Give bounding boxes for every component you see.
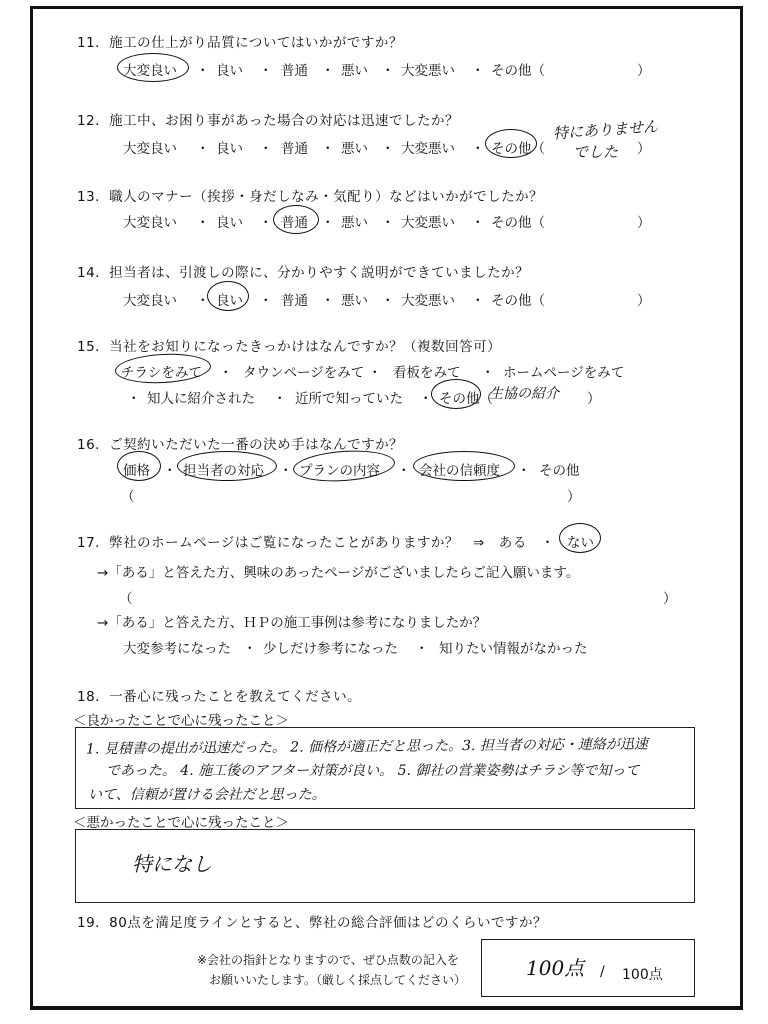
option-neighborhood[interactable]: 近所で知っていた	[295, 391, 403, 407]
option-good[interactable]: 良い	[216, 293, 243, 309]
paren-close: ）	[637, 215, 651, 231]
paren-open: （	[121, 489, 135, 505]
option-company-trust[interactable]: 会社の信頼度	[419, 463, 500, 479]
option-bad[interactable]: 悪い	[341, 141, 368, 157]
option-normal[interactable]: 普通	[281, 215, 308, 231]
option-other[interactable]: その他（	[491, 141, 545, 157]
question-15: 15．当社をお知りになったきっかけはなんですか？（複数回答可）	[77, 339, 502, 355]
separator: ・	[381, 293, 395, 309]
option-other[interactable]: その他	[539, 463, 580, 479]
option-normal[interactable]: 普通	[281, 293, 308, 309]
option-good[interactable]: 良い	[216, 141, 243, 157]
selection-circle	[207, 281, 249, 311]
handwritten-note-line1: 特にありません	[552, 117, 659, 143]
option-price[interactable]: 価格	[123, 463, 150, 479]
option-other[interactable]: その他（	[491, 215, 545, 231]
q17-sub-question-1: →「ある」と答えた方、興味のあったページがございましたらご記入願います。	[97, 565, 580, 581]
handwritten-line-1: 1. 見積書の提出が迅速だった。 2. 価格が適正だと思った。3. 担当者の対応・連絡が迅速	[85, 736, 648, 758]
selection-circle	[177, 451, 277, 481]
separator: ・	[273, 391, 287, 407]
good-points-box[interactable]	[75, 727, 695, 809]
option-other[interactable]: その他（	[491, 63, 545, 79]
question-16: 16．ご契約いただいた一番の決め手はなんですか？	[77, 437, 404, 453]
separator: ・	[279, 463, 293, 479]
paren-close: ）	[567, 489, 581, 505]
separator: ・	[381, 215, 395, 231]
score-note-line2: お願いいたします。（厳しく採点してください）	[209, 973, 467, 987]
paren-close: ）	[637, 141, 651, 157]
selection-circle	[292, 447, 396, 484]
separator: ・	[381, 141, 395, 157]
good-points-label: ＜良かったことで心に残ったこと＞	[73, 713, 289, 729]
answer-no[interactable]: ない	[567, 535, 594, 551]
separator: ・	[259, 63, 273, 79]
handwritten-note-line2: でした	[573, 143, 619, 161]
separator: ・	[321, 63, 335, 79]
question-11: 11．施工の仕上がり品質についてはいかがですか？	[77, 35, 403, 51]
selection-circle	[431, 379, 481, 409]
option-town-page[interactable]: タウンページをみて	[243, 365, 365, 381]
question-13: 13．職人のマナー（挨拶・身だしなみ・気配り）などはいかがでしたか？	[77, 189, 544, 205]
question-18: 18．一番心に残ったことを教えてください。	[77, 689, 362, 705]
survey-sheet	[30, 6, 743, 1010]
separator: ・	[163, 463, 177, 479]
option-staff-response[interactable]: 担当者の対応	[183, 463, 264, 479]
selection-circle	[273, 205, 319, 234]
option-no-info[interactable]: 知りたい情報がなかった	[439, 641, 588, 657]
option-very-good[interactable]: 大変良い	[123, 215, 177, 231]
option-very-good[interactable]: 大変良い	[123, 293, 177, 309]
option-homepage[interactable]: ホームページをみて	[503, 365, 625, 381]
handwritten-score: 100点	[526, 956, 585, 980]
option-bad[interactable]: 悪い	[341, 215, 368, 231]
selection-circle	[117, 451, 161, 481]
separator: ・	[481, 365, 495, 381]
separator: ・	[321, 215, 335, 231]
separator: ・	[243, 641, 257, 657]
paren-close: ）	[637, 293, 651, 309]
option-very-bad[interactable]: 大変悪い	[401, 215, 455, 231]
separator: ・	[517, 463, 531, 479]
selection-circle	[117, 53, 189, 82]
option-other[interactable]: その他（	[491, 293, 545, 309]
selection-circle	[485, 129, 537, 158]
q17-sub-question-2: →「ある」と答えた方、ＨＰの施工事例は参考になりましたか？	[97, 615, 487, 631]
option-signboard[interactable]: 看板をみて	[393, 365, 461, 381]
option-bad[interactable]: 悪い	[341, 63, 368, 79]
option-normal[interactable]: 普通	[281, 63, 308, 79]
selection-circle	[413, 451, 515, 481]
score-slash: /	[600, 964, 605, 980]
separator: ・	[259, 141, 273, 157]
option-good[interactable]: 良い	[216, 215, 243, 231]
separator: ・	[196, 63, 210, 79]
bad-points-box[interactable]	[75, 829, 695, 903]
option-other[interactable]: その他（	[439, 391, 493, 407]
selection-circle	[559, 523, 601, 553]
option-normal[interactable]: 普通	[281, 141, 308, 157]
option-very-bad[interactable]: 大変悪い	[401, 63, 455, 79]
separator: ・	[321, 293, 335, 309]
option-very-bad[interactable]: 大変悪い	[401, 141, 455, 157]
separator: ・	[397, 463, 411, 479]
option-very-helpful[interactable]: 大変参考になった	[123, 641, 231, 657]
paren-close: ）	[587, 391, 601, 407]
separator: ・	[471, 215, 485, 231]
separator: ・	[196, 141, 210, 157]
option-slightly-helpful[interactable]: 少しだけ参考になった	[263, 641, 398, 657]
paren-open: （	[119, 591, 133, 607]
option-very-bad[interactable]: 大変悪い	[401, 293, 455, 309]
question-19: 19．80点を満足度ラインとすると、弊社の総合評価はどのくらいですか？	[77, 915, 547, 931]
handwritten-line-2: であった。 4. 施工後のアフター対策が良い。 5. 御社の営業姿勢はチラシ等で知って	[106, 763, 640, 779]
question-12: 12．施工中、お困り事があった場合の対応は迅速でしたか？	[77, 113, 460, 129]
separator: ・	[196, 293, 210, 309]
score-box[interactable]	[481, 939, 695, 997]
separator: ・	[259, 215, 273, 231]
separator: ・	[471, 141, 485, 157]
separator: ・	[415, 641, 429, 657]
option-good[interactable]: 良い	[216, 63, 243, 79]
handwritten-answer: 特になし	[132, 852, 212, 876]
score-note-line1: ※会社の指針となりますので、ぜひ点数の記入を	[197, 953, 459, 967]
separator: ・	[381, 63, 395, 79]
separator: ・	[471, 63, 485, 79]
question-14: 14．担当者は、引渡しの際に、分かりやすく説明ができていましたか？	[77, 265, 530, 281]
separator: ・	[259, 293, 273, 309]
separator: ・	[419, 391, 433, 407]
separator: ・	[471, 293, 485, 309]
question-17: 17．弊社のホームページはご覧になったことがありますか？ ⇒ ある ・	[77, 535, 555, 551]
separator: ・	[368, 365, 382, 381]
separator: ・	[321, 141, 335, 157]
paren-close: ）	[663, 591, 677, 607]
handwritten-line-3: いて、信頼が置ける会社だと思った。	[88, 787, 326, 803]
option-very-good[interactable]: 大変良い	[123, 63, 177, 79]
option-flyer[interactable]: チラシをみて	[121, 365, 202, 381]
paren-close: ）	[637, 63, 651, 79]
separator: ・	[127, 391, 141, 407]
separator: ・	[196, 215, 210, 231]
separator: ・	[219, 365, 233, 381]
option-referral[interactable]: 知人に紹介された	[147, 391, 255, 407]
option-very-good[interactable]: 大変良い	[123, 141, 177, 157]
option-plan-content[interactable]: プランの内容	[299, 463, 380, 479]
handwritten-note: 生協の紹介	[489, 386, 559, 402]
score-max: 100点	[622, 967, 663, 983]
bad-points-label: ＜悪かったことで心に残ったこと＞	[73, 815, 289, 831]
option-bad[interactable]: 悪い	[341, 293, 368, 309]
